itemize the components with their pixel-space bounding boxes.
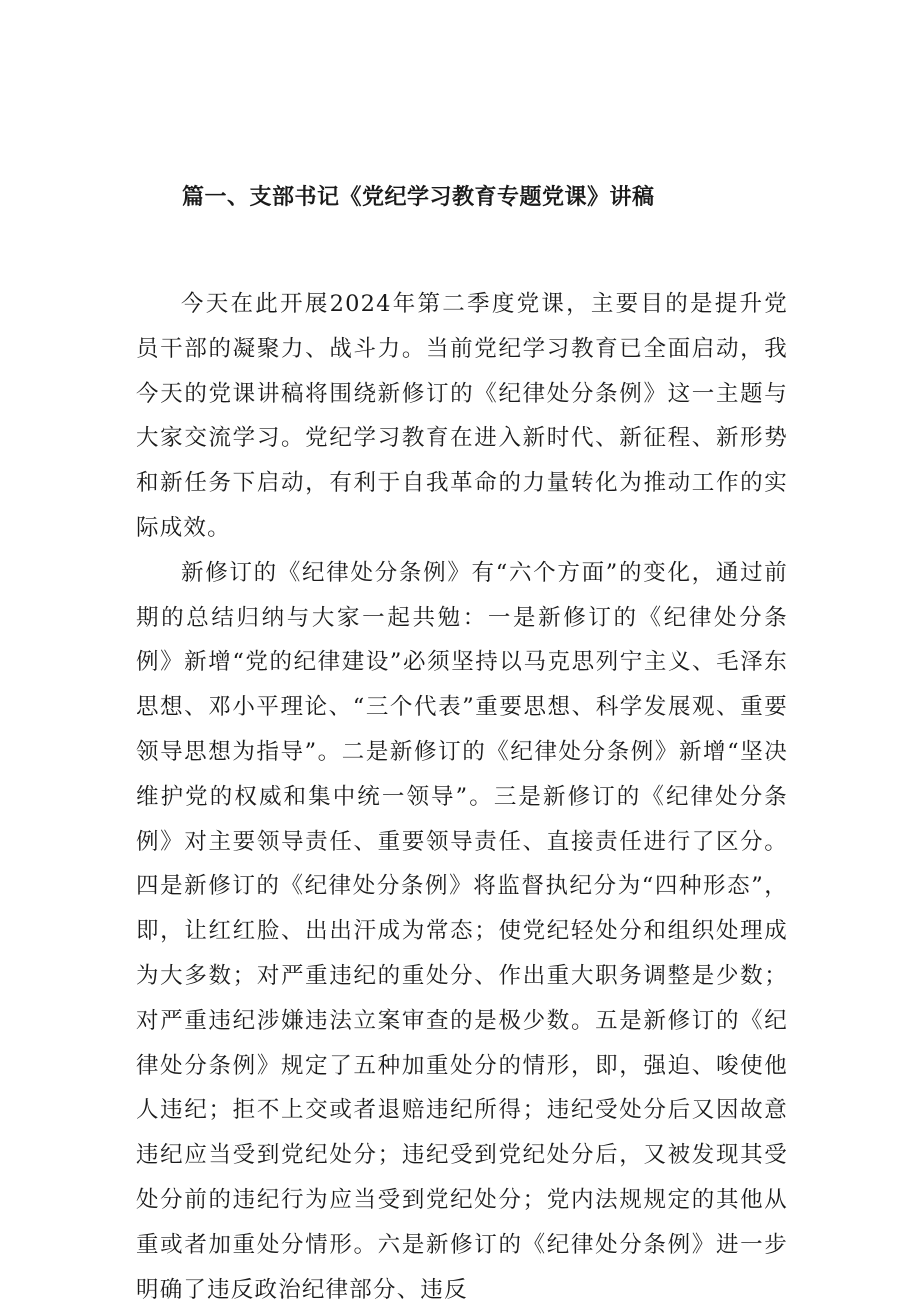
document-body xyxy=(136,282,788,1312)
document-title: 篇一、支部书记《党纪学习教育专题党课》讲稿 xyxy=(182,185,655,210)
paragraph-intro: 今天在此开展2024年第二季度党课，主要目的是提升党员干部的凝聚力、战斗力。当前党纪学习教育已全面启动，我今天的党课讲稿将围绕新修订的《纪律处分条例》这一主题与大家交流学习。党纪学习教育在进入新时代、新征程、新形势和新任务下启动，有利于自我革命的力量转化为推动工作的实际成效。 xyxy=(136,291,788,541)
paragraph-six-changes: 新修订的《纪律处分条例》有“六个方面”的变化，通过前期的总结归纳与大家一起共勉：一是新修订的《纪律处分条例》新增“党的纪律建设”必须坚持以马克思列宁主义、毛泽东思想、邓小平理论、“三个代表”重要思想、科学发展观、重要领导思想为指导”。二是新修订的《纪律处分条例》新增“坚决维护党的权威和集中统一领导”。三是新修订的《纪律处分条例》对主要领导责任、重要领导责任、直接责任进行了区分。四是新修订的《纪律处分条例》将监督执纪分为“四种形态”，即，让红红脸、出出汗成为常态；使党纪轻处分和组织处理成为大多数；对严重违纪的重处分、作出重大职务调整是少数；对严重违纪涉嫌违法立案审查的是极少数。五是新修订的《纪律处分条例》规定了五种加重处分的情形，即，强迫、唆使他人违纪；拒不上交或者退赔违纪所得；违纪受处分后又因故意违纪应当受到党纪处分；违纪受到党纪处分后，又被发现其受处分前的违纪行为应当受到党纪处分；党内法规规定的其他从重或者加重处分情形。六是新修订的《纪律处分条例》进一步明确了违反政治纪律部分、违反 xyxy=(136,559,788,1303)
